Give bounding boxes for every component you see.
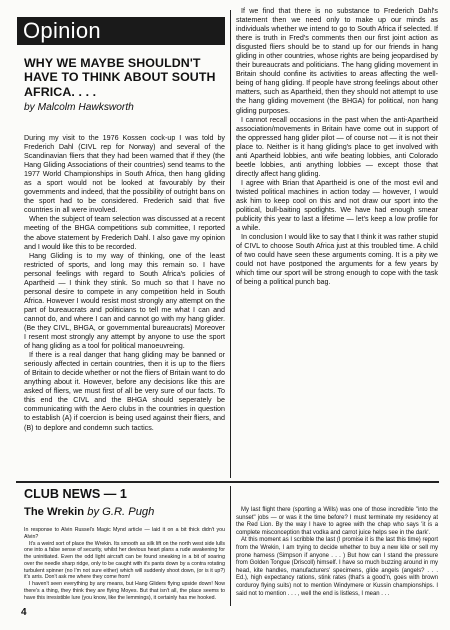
paragraph: In conclusion I would like to say that I think it was rather stupid of CIVL to choose South Africa just at this troubled time. A child of two could have seen these arguments coming. It is a pity we could not have postponed the arguments for a few years by which time our sport will be strong enough to cope with the task of being a political punch bag. <box>236 233 438 287</box>
opinion-column-left <box>24 134 225 433</box>
paragraph: If we find that there is no substance to Frederich Dahl's statement then we need only to make up our minds as individuals whether we intend to go to South Africa if selected. If there is truth in Fred's comments then our first joint action as disgusted fliers should be to stand up for our friends in hang gliding in other countries, whose rights are being jeopardised by their bureaucrats and politicians. The hang gliding movement in Britain should confine its activities to areas affecting the well-being of hang gliding. If people have strong feelings about other matters, such as Apartheid, then they should not attempt to use the hang gliding movement (the BHGA) for political, non hang gliding purposes. <box>236 7 438 115</box>
article-byline: by Malcolm Hawksworth <box>24 102 134 113</box>
section-label: Opinion <box>23 18 101 43</box>
club-news-title: CLUB NEWS — 1 <box>24 487 127 501</box>
paragraph: Hang Gliding is to my way of thinking, one of the least restricted of sports, and long may this remain so. I have personal feelings with regard to South Africa's policies of Apartheid — I think they stink. So much so that I have no personal desire to compete in any competition held in South Africa. However I would resist most strongly any attempt on the part of bureaucrats and politicians to tell me what I can and cannot do, and where I can and cannot go with my hang glider. (Be they CIVL, BHGA, or governmental bureaucrats) Moreover I resent most strongly any attempt by anyone to use the sport of hang gliding as a tool for political manoeuvreing. <box>24 251 225 351</box>
column-divider-bottom <box>230 486 231 606</box>
opinion-banner <box>17 17 225 45</box>
club-news-column-left <box>24 527 225 601</box>
section-divider <box>16 481 439 483</box>
article-headline: WHY WE MAYBE SHOULDN'T HAVE TO THINK ABOUT SOUTH AFRICA. . . . <box>24 56 216 99</box>
paragraph: At this moment as I scribble the last (I promise it is the last this time) report from the Wrekin, I am trying to decide whether to buy a new kite or sell my prone harness (Simpson if anyone . . . ) But how can I stand the pressure from Golden Tongue (Driscoll) himself. I have so much buzzing around in my head, kite handles, manufacturers' specimens, glide angels (angels? . . . Ed.), high expectancy rations, stink rates (that's a good'n, goes with brown corduroy flying suits) not to mention Windymere or Kussin championships. I said not to mention . . . , well the end is listless, I mean . . . <box>236 537 438 597</box>
club-news-column-right <box>236 507 438 598</box>
club-news-subtitle <box>24 506 229 519</box>
paragraph: My last flight there (sporting a Wills) was one of those incredible "into the sunset" jobs — or was it the time before? I must terminate my residency at the Red Lion. By the way I have to agree with the chap who says 'it is a complete misconception that vodka and carrot juice helps see in the dark'. <box>236 507 438 536</box>
opinion-column-right <box>236 7 438 287</box>
paragraph: It's a weird sort of place the Wrekin. Its smooth as silk lift on the north west side lulls one into a false sense of security, whilst her devious heart plans a rude awakening for the uninitiated. Even the odd light aircraft can be found sneaking in a bit of soaring over the needle sharp ridge, only to be caught with it's pants down by a contra rotating turbulent spinner (no I'm not sure either) which will suddenly shoot down, (or is it up?) it's arris. Don't ask me where they come from! <box>24 540 225 581</box>
column-divider-top <box>230 10 231 478</box>
club-name: The Wrekin <box>24 506 85 518</box>
paragraph: I agree with Brian that Apartheid is one of the most evil and twisted political machines in action today — however, I would ask him to keep cool on this and not draw our sport into the political, bull-baiting spotlights. We have had enough smear publicity this year to last a lifetime — let's keep a low profile for a while. <box>236 178 438 233</box>
paragraph: In response to Alvin Russel's Magic Mynd article — laid it on a bit thick didn't you Alvin? <box>24 527 225 540</box>
club-author: by G.R. Pugh <box>87 506 155 518</box>
paragraph: I cannot recall occasions in the past when the anti-Apartheid association/movements in Britain have come out in support of the oppressed hang glider pilot — of course not — it is not their place to. Neither is it hang gliding's place to get involved with anti Apartheid lobbies, anti wife beating lobbies, anti Colorado beetle lobbies, anti anything lobbies — except those that directly affect hang gliding. <box>236 115 438 178</box>
page-number: 4 <box>21 607 27 618</box>
paragraph: I haven't seen everything by any means, but Hang Gliders flying upside down! Now there's a thing, they think they are flying Moyes. But that isn't all, the place seems to have this irresistible lure (you know, like the lemmings), it certainly has me hooked. <box>24 581 225 601</box>
paragraph: If there is a real danger that hang gliding may be banned or seriously affected in certain countries, then it is up to the fliers of Britain to decide whether or not the fliers of Britain want to do anything about it. However, before any decisions like this are asked of fliers, we must first of all be very sure of our facts. To this end the CIVL and the BHGA should seperately be communicating with the Aero clubs in the countries in question to establish (A) if coercion is being used against their fliers, and (B) to deplore and condemn such tactics. <box>24 351 225 432</box>
paragraph: When the subject of team selection was discussed at a recent meeting of the BHGA competitions sub committee, I reported the above statement by Frederich Dahl. I also gave my opinion and I would like this to be recorded. <box>24 215 225 251</box>
paragraph: During my visit to the 1976 Kossen cock-up I was told by Frederich Dahl (CIVL rep for Norway) and several of the Scandinavian fliers that they had been warned that if they (the Hang Gliding Associations of their countries) send teams to the 1977 World Championships in South Africa, then hang gliding as a sport would not be looked at favourably by their governments and indeed, that the possibility of outright bans on the sport had to be considered. Frederich said that five countries in all were involved. <box>24 134 225 215</box>
